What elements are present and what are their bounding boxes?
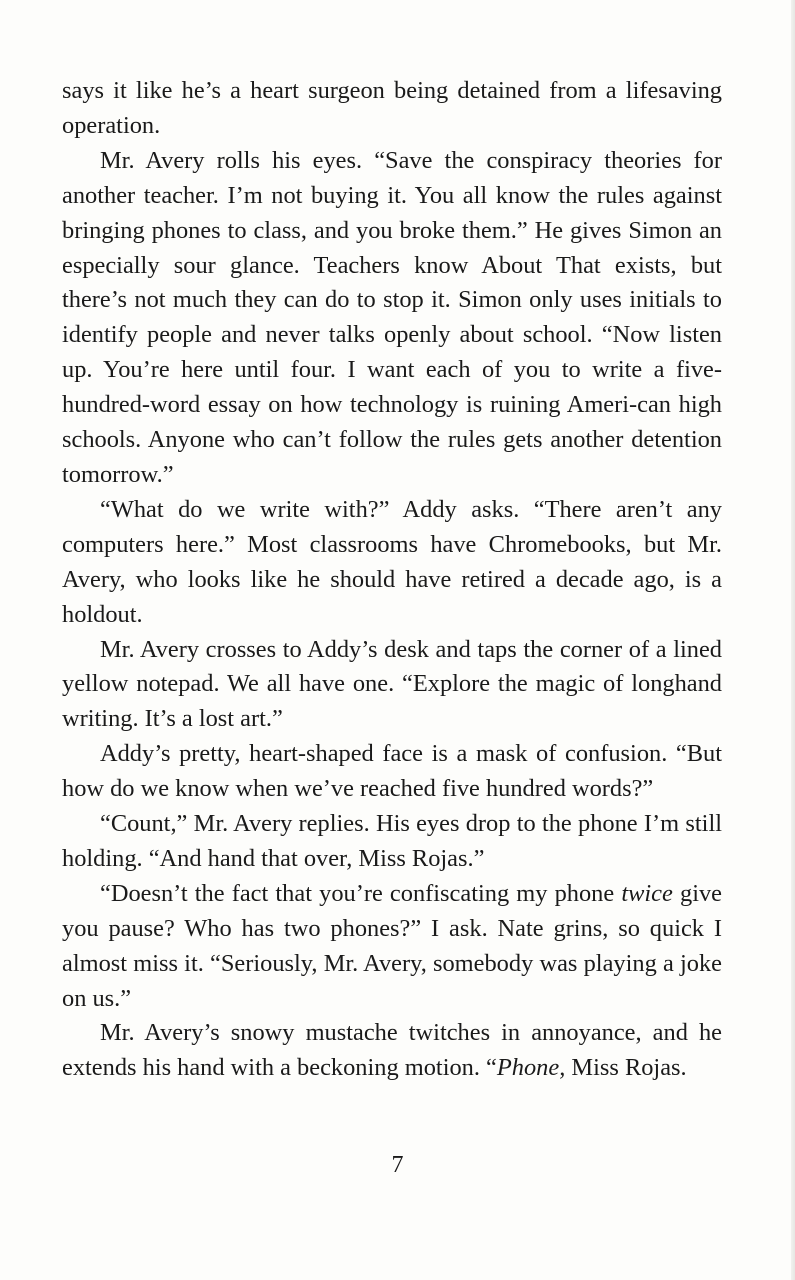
scan-edge	[791, 0, 795, 1280]
page-number: 7	[391, 1152, 404, 1178]
text-run: Addy’s pretty, heart-shaped face is a mask of confusion. “But how do we know when we’ve reached five hundred words?”	[62, 740, 722, 803]
paragraph	[62, 493, 722, 633]
paragraph	[62, 74, 722, 144]
text-run: “Count,” Mr. Avery replies. His eyes drop to the phone I’m still holding. “And hand that over, Miss Rojas.”	[62, 810, 722, 872]
text-run: Miss Rojas.	[565, 1054, 687, 1082]
paragraph	[62, 633, 722, 738]
body-text	[62, 74, 722, 1086]
paragraph	[62, 877, 722, 1017]
paragraph	[62, 1016, 722, 1086]
italic-text: Phone,	[496, 1054, 566, 1082]
text-run: says it like he’s a heart surgeon being detained from a lifesaving operation.	[62, 77, 722, 139]
italic-text: twice	[621, 879, 673, 907]
text-run: Mr. Avery rolls his eyes. “Save the conspiracy theories for another teacher. I’m not buying it. You all know the rules against bringing phones to class, and you broke them.” He gives Simon an especially sour glance. Teachers know About That exists, but there’s not much they can do to stop it. Simon only uses initials to identify people and never talks openly about school. “Now listen up. You’re here until four. I want each of you to write a five-hundred-word essay on how technology is ruining Ameri-can high schools. Anyone who can’t follow the rules gets another detention tomorrow.”	[62, 146, 722, 488]
paragraph	[62, 807, 722, 877]
text-run: Mr. Avery’s snowy mustache twitches in annoyance, and he extends his hand with a beckoning motion. “	[62, 1019, 722, 1082]
text-run: “Doesn’t the fact that you’re confiscating my phone	[100, 879, 622, 907]
text-run: Mr. Avery crosses to Addy’s desk and taps the corner of a lined yellow notepad. We all have one. “Explore the magic of longhand writing. It’s a lost art.”	[62, 635, 722, 733]
paragraph	[62, 144, 722, 493]
text-run: “What do we write with?” Addy asks. “There aren’t any computers here.” Most classrooms have Chromebooks, but Mr. Avery, who looks like he should have retired a decade ago, is a holdout.	[62, 495, 722, 628]
paragraph	[62, 737, 722, 807]
text-run: give you pause? Who has two phones?” I ask. Nate grins, so quick I almost miss it. “Seriously, Mr. Avery, somebody was playing a joke on us.”	[62, 879, 722, 1012]
